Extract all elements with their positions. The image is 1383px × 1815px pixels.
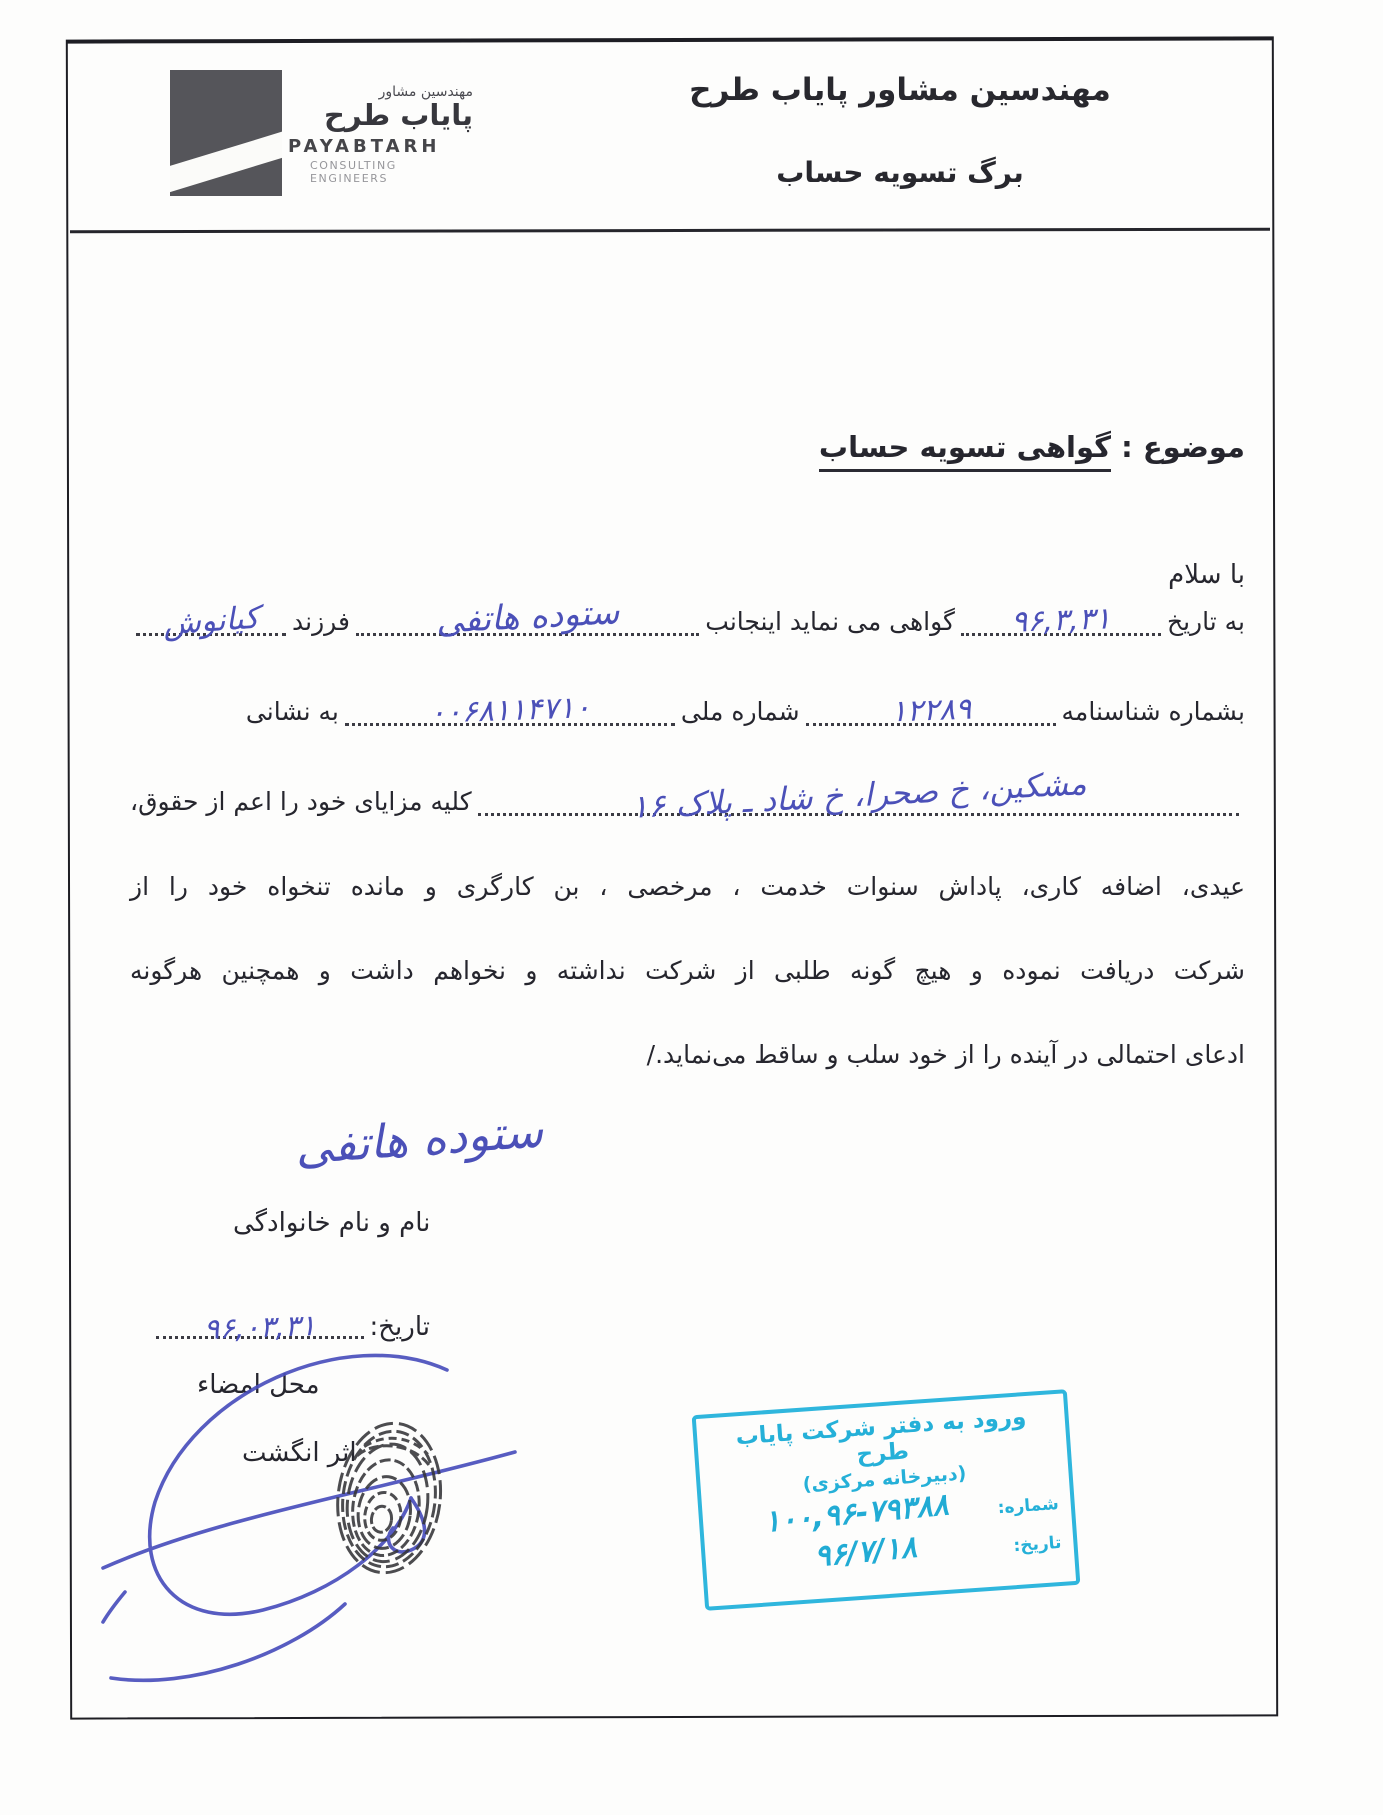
company-logo-mark: [170, 70, 282, 196]
line2-idno-fill: [806, 691, 1056, 730]
signature-date-label: تاریخ:: [369, 1312, 430, 1342]
form-title: برگ تسویه حساب: [776, 156, 1024, 189]
body-line-6: ادعای احتمالی در آینده را از خود سلب و ساقط می‌نماید./: [646, 1040, 1245, 1069]
line2-text-1: بشماره شناسنامه: [1061, 697, 1245, 726]
handwritten-signature-flourish: [95, 1342, 525, 1692]
handwritten-signature-date: ۹۶,۰۳,۳۱: [203, 1308, 317, 1346]
logo-brand-en-sub: CONSULTING ENGINEERS: [310, 159, 397, 185]
subject-line: [819, 430, 1245, 464]
name-label: نام و نام خانوادگی: [233, 1208, 431, 1238]
line1-name-fill: [356, 592, 699, 642]
body-line-2: [130, 692, 1245, 732]
logo-small-label: مهندسین مشاور: [378, 84, 473, 100]
sign-place-label: محل امضاء: [197, 1370, 320, 1400]
body-line-1: [130, 592, 1245, 643]
logo-text-block: [288, 84, 473, 185]
signature-date-row: [150, 1308, 430, 1346]
stamp-number-value: ۱۰۰,۹۶-۷۹۳۸۸: [762, 1487, 951, 1540]
stamp-number-label: شماره:: [997, 1493, 1060, 1519]
line1-text-1: به تاریخ: [1166, 607, 1245, 636]
office-entry-stamp: [692, 1389, 1081, 1611]
line1-text-2: گواهی می نماید اینجانب: [705, 607, 955, 636]
line1-text-3: فرزند: [292, 607, 350, 636]
line2-nid-fill: [345, 690, 675, 731]
line1-date-fill: [961, 601, 1161, 640]
line2-text-3: به نشانی: [245, 697, 339, 726]
signature-handwritten-name: ستوده هاتفی: [293, 1103, 545, 1175]
logo-brand-fa: پایاب طرح: [323, 98, 473, 132]
stamp-date-label: تاریخ:: [1012, 1532, 1063, 1557]
greeting: با سلام: [1168, 560, 1245, 590]
line3-text-1: کلیه مزایای خود را اعم از حقوق،: [130, 787, 472, 816]
fingerprint-label: اثر انگشت: [242, 1438, 357, 1468]
subject-label: موضوع :: [1111, 430, 1245, 464]
stamp-line-1: ورود به دفتر شرکت پایاب طرح: [734, 1404, 1028, 1468]
logo-brand-en: PAYABTARH: [288, 136, 441, 157]
line1-father-fill: [136, 599, 286, 643]
handwritten-father-name: کیانوش: [161, 599, 261, 643]
handwritten-date: ۹۶,۳,۳۱: [1010, 601, 1112, 640]
line2-text-2: شماره ملی: [680, 697, 800, 726]
signature-date-fill: [156, 1308, 364, 1346]
body-line-3: [130, 764, 1245, 826]
fingerprint: [332, 1420, 446, 1578]
line3-address-fill: [478, 764, 1239, 826]
company-title: مهندسین مشاور پایاب طرح: [689, 72, 1111, 108]
body-line-5: شرکت دریافت نموده و هیچ گونه طلبی از شرکت نداشته و نخواهم داشت و همچنین هرگونه: [130, 956, 1245, 985]
body-line-4: عیدی، اضافه کاری، پاداش سنوات خدمت ، مرخصی ، بن کارگری و مانده تنخواه خود را از: [130, 872, 1245, 901]
handwritten-national-id: ۰۰۶۸۱۱۴۷۱۰: [428, 690, 591, 731]
handwritten-id-number: ۱۲۲۸۹: [889, 691, 972, 730]
subject-value: گواهی تسویه حساب: [819, 430, 1111, 472]
stamp-date-value: ۹۶/۷/۱۸: [812, 1529, 919, 1575]
handwritten-address: مشکین، خ صحرا، خ شاد ـ پلاک ۱۶: [629, 764, 1088, 826]
logo-diagonal-stripe-icon: [170, 124, 282, 196]
handwritten-name: ستوده هاتفی: [434, 592, 621, 642]
stamp-line-2: (دبیرخانه مرکزی): [802, 1462, 967, 1496]
